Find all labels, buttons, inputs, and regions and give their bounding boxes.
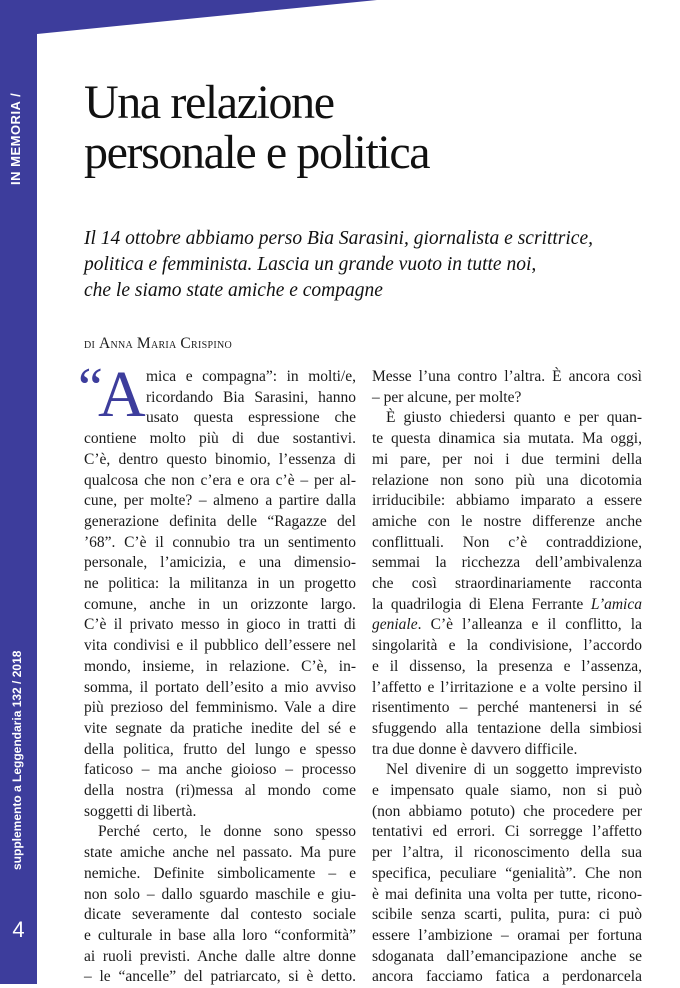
book-title: L’amica (590, 595, 642, 613)
text-line: risentimento – perché mantenersi in sé (372, 699, 642, 717)
text-line: specifica, peculiare “genialità”. Che non (372, 864, 642, 882)
issue-label: supplemento a Leggendaria 132 / 2018 (10, 650, 24, 870)
text-line: l’affetto e l’irritazione e a volte persino il (372, 678, 642, 696)
text-line: – le “ancelle” del patriarcato, si è detto. (84, 968, 356, 986)
text-line: per l’altra, il riconoscimento della sua (372, 844, 642, 862)
left-column (84, 367, 356, 988)
text-line: tentativi ed errori. Ci sorregge l’affetto (372, 823, 642, 841)
book-title: geniale (372, 616, 418, 634)
byline-prefix: di (84, 337, 96, 352)
text-line: C’è, dentro questo binomio, l’essenza di (84, 450, 356, 468)
text-line: dicate severamente dal contesto sociale (84, 906, 356, 924)
article-subtitle (84, 226, 644, 304)
text-line: non solo – dallo sguardo maschile e giu- (84, 885, 356, 903)
text-line: mondo, insieme, in relazione. C’è, in- (84, 657, 356, 675)
byline (84, 335, 232, 353)
text-line: della nostra (ri)messa al mondo come (84, 782, 356, 800)
text-line (372, 595, 642, 616)
text-line: sdoganata dall’emancipazione anche se (372, 947, 642, 965)
text-run: la quadrilogia di Elena Ferrante (372, 595, 591, 613)
text-line: scibile senza scarti, pulita, pura: ci può (372, 906, 642, 924)
text-line: e il dissenso, la presenza e l’assenza, (372, 657, 642, 675)
dropcap-quote: “ (78, 357, 103, 419)
text-line: (non abbiamo potuto) che procedere per (372, 802, 642, 820)
text-line: essere l’ambizione – oramai per fortuna (372, 926, 642, 944)
text-line: personale, l’amicizia, e una dimensio- (84, 554, 356, 572)
page-number: 4 (12, 917, 25, 942)
text-line: È giusto chiedersi quanto e per quan- (386, 409, 642, 427)
text-line: della politica, frutto del lungo e spesso (84, 740, 356, 758)
text-line: e impensato quale siamo, non si può (372, 782, 642, 800)
text-line: ne politica: la militanza in un progetto (84, 575, 356, 593)
text-line: cune, per molte? – almeno a partire dalla (84, 492, 356, 510)
text-line: te questa dinamica sia mutata. Ma oggi, (372, 430, 642, 448)
text-line: generazione definita delle “Ragazze del (84, 512, 356, 530)
subtitle-line: Il 14 ottobre abbiamo perso Bia Sarasini, giornalista e scrittrice, (84, 228, 593, 249)
subtitle-line: politica e femminista. Lascia un grande vuoto in tutte noi, (84, 254, 537, 275)
text-line (372, 615, 642, 636)
text-line: più prezioso del femminismo. Vale a dire (84, 699, 356, 717)
text-line: conflittuali. Non c’è contraddizione, (372, 533, 642, 551)
text-line: usato questa espressione che (146, 409, 356, 427)
article-title (84, 78, 644, 178)
corner-triangle (37, 0, 377, 34)
text-line: – per alcune, per molte? (372, 388, 522, 406)
byline-initial: C (180, 335, 192, 352)
text-line: sfuggendo alla tentazione della simbiosi (372, 719, 642, 737)
title-line: personale e politica (84, 126, 430, 179)
title-line: Una relazione (84, 76, 334, 129)
text-line: contiene molto più di due sostantivi. (84, 430, 356, 448)
text-line: C’è il privato messo in gioco in tratti di (84, 616, 356, 634)
text-line: qualcosa che non c’era e ora c’è – per al- (84, 471, 356, 489)
byline-initial: M (136, 335, 151, 352)
right-column (372, 367, 642, 988)
text-line: Messe l’una contro l’altra. È ancora così (372, 368, 642, 385)
text-line: nemiche. Definite simbolicamente – e (84, 864, 356, 882)
text-line: irriducibile: abbiamo imparato a essere (372, 492, 642, 510)
text-line: singolarità e la condivisione, l’accordo (372, 637, 642, 655)
byline-part: rispino (191, 337, 233, 352)
byline-initial: A (98, 335, 111, 352)
text-line: e culturale in base alla loro “conformità” (84, 926, 356, 944)
text-line: ’68”. C’è il connubio tra un sentimento (84, 533, 356, 551)
text-line: relazione non sono più una dicotomia (372, 471, 642, 489)
text-line: amiche con le nostre differenze anche (372, 512, 642, 530)
text-line: mi pare, per noi i due termini della (372, 450, 642, 468)
text-line: tra due donne è davvero difficile. (372, 740, 578, 758)
text-line: ancora facciamo fatica a perdonarcela (372, 968, 642, 986)
text-line: comune, anche in un orizzonte largo. (84, 595, 356, 613)
section-label: IN MEMORIA / (8, 92, 23, 185)
text-line: vita condivisi e il pubblico dell’essere nel (84, 637, 356, 655)
text-line: Nel divenire di un soggetto imprevisto (386, 761, 642, 779)
text-line: che così straordinariamente racconta (372, 575, 642, 593)
text-line: mica e compagna”: in molti/e, (146, 368, 356, 385)
text-line: ricordando Bia Sarasini, hanno (146, 388, 356, 406)
subtitle-line: che le siamo state amiche e compagne (84, 280, 383, 301)
text-line: soggetti di libertà. (84, 802, 197, 820)
text-line: Perché certo, le donne sono spesso (98, 823, 356, 841)
text-run: . C’è l’alleanza e il conflitto, la (417, 616, 642, 634)
text-line: semmai la ricchezza dell’ambivalenza (372, 554, 642, 572)
byline-part: aria (150, 337, 181, 352)
text-line: somma, il portato dell’esito a mio avviso (84, 678, 356, 696)
byline-part: nna (110, 337, 137, 352)
text-line: state amiche anche nel passato. Ma pure (84, 844, 356, 862)
text-line: vite segnate da pratiche inedite del sé e (84, 719, 356, 737)
text-line: faticoso – ma anche gioioso – processo (84, 761, 356, 779)
text-line: ai ruoli previsti. Anche dalle altre donne (84, 947, 356, 965)
dropcap-letter: A (98, 358, 146, 431)
text-line: è mai definita una volta per tutte, ricono- (372, 885, 642, 903)
